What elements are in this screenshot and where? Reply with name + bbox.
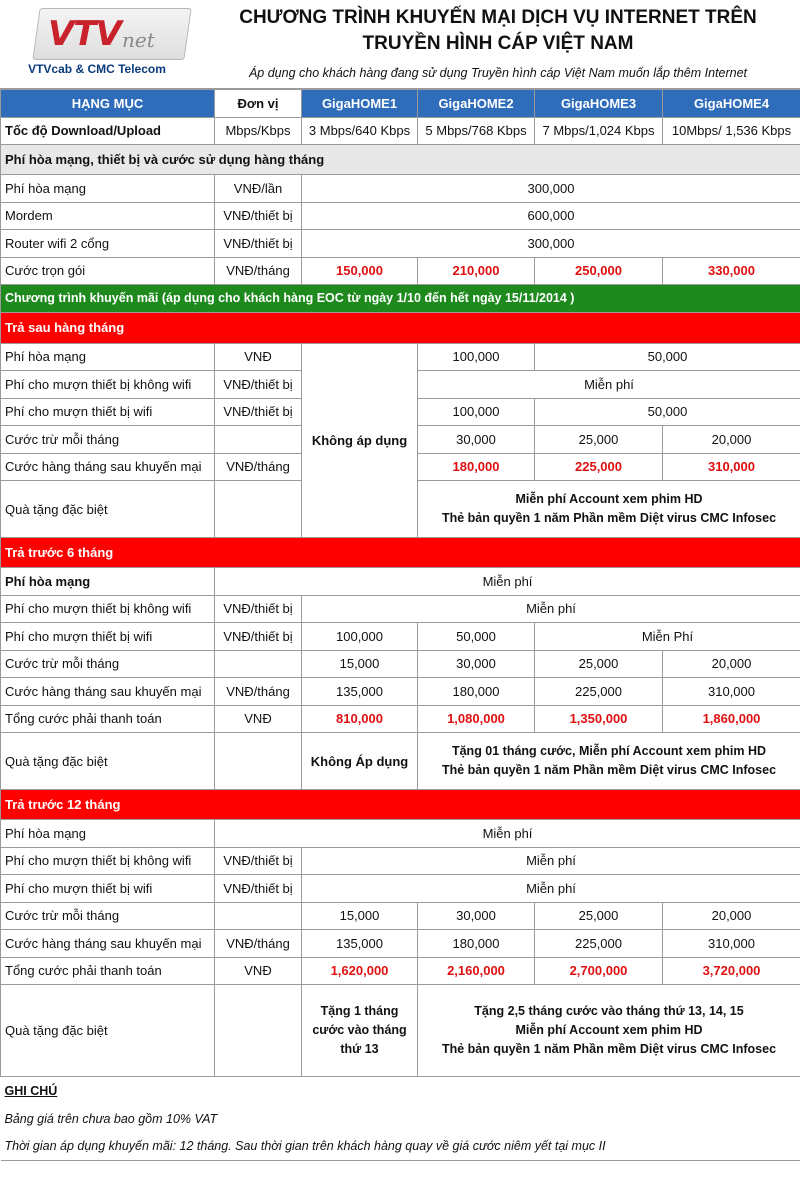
fee-label: Mordem bbox=[1, 202, 215, 230]
table-row bbox=[1, 847, 800, 875]
vtvnet-logo bbox=[4, 4, 190, 80]
fee-value: 300,000 bbox=[302, 230, 800, 258]
row-unit: VNĐ/thiết bị bbox=[215, 595, 302, 623]
row-label: Phí cho mượn thiết bị không wifi bbox=[1, 847, 215, 875]
six-deduct-gigahome2: 30,000 bbox=[418, 650, 535, 678]
row-label: Cước hàng tháng sau khuyến mại bbox=[1, 678, 215, 706]
six-after-promo-gigahome3: 225,000 bbox=[535, 678, 663, 706]
six-after-promo-gigahome4: 310,000 bbox=[663, 678, 800, 706]
row-unit: VNĐ bbox=[215, 957, 302, 985]
logo-vtv-text: VTV bbox=[48, 14, 121, 54]
six-deduct-gigahome4: 20,000 bbox=[663, 650, 800, 678]
row-label: Tổng cước phải thanh toán bbox=[1, 957, 215, 985]
pricing-table bbox=[0, 89, 800, 1161]
table-row bbox=[1, 595, 800, 623]
row-unit: VNĐ/thiết bị bbox=[215, 623, 302, 651]
six-gift-gigahome1: Không Áp dụng bbox=[302, 733, 418, 790]
page-header bbox=[0, 0, 800, 89]
six-deduct-gigahome1: 15,000 bbox=[302, 650, 418, 678]
package-label: Cước trọn gói bbox=[1, 257, 215, 285]
title-line-2: TRUYỀN HÌNH CÁP VIỆT NAM bbox=[362, 33, 634, 54]
six-total-gigahome4: 1,860,000 bbox=[663, 705, 800, 733]
six-device-wifi-gigahome1: 100,000 bbox=[302, 623, 418, 651]
monthly-section-title: Trả sau hàng tháng bbox=[1, 312, 800, 343]
monthly-connect-gigahome34: 50,000 bbox=[535, 343, 800, 371]
twelve-total-gigahome2: 2,160,000 bbox=[418, 957, 535, 985]
table-row bbox=[1, 678, 800, 706]
twelve-total-gigahome4: 3,720,000 bbox=[663, 957, 800, 985]
six-month-section-row bbox=[1, 538, 800, 568]
table-row bbox=[1, 902, 800, 930]
note-duration: Thời gian áp dụng khuyến mãi: 12 tháng. Sau thời gian trên khách hàng quay về giá cước niêm yết tại mục II bbox=[1, 1133, 800, 1161]
row-unit: VNĐ/tháng bbox=[215, 930, 302, 958]
fees-section-title: Phí hòa mạng, thiết bị và cước sử dụng hàng tháng bbox=[1, 145, 800, 175]
notes-row-1 bbox=[1, 1105, 800, 1133]
six-device-wifi-gigahome2: 50,000 bbox=[418, 623, 535, 651]
row-unit bbox=[215, 902, 302, 930]
twelve-gift-line-3: Thẻ bản quyền 1 năm Phần mềm Diệt virus CMC Infosec bbox=[441, 1042, 777, 1056]
title-line-1: CHƯƠNG TRÌNH KHUYẾN MẠI DỊCH VỤ INTERNET TRÊN bbox=[239, 7, 757, 28]
twelve-deduct-gigahome3: 25,000 bbox=[535, 902, 663, 930]
six-device-wifi-gigahome34: Miễn Phí bbox=[535, 623, 800, 651]
speed-row bbox=[1, 117, 800, 145]
six-gift bbox=[418, 733, 800, 790]
monthly-section-row bbox=[1, 312, 800, 343]
table-row bbox=[1, 930, 800, 958]
twelve-month-section-row bbox=[1, 790, 800, 820]
row-unit: VNĐ/thiết bị bbox=[215, 371, 302, 399]
twelve-month-section-title: Trả trước 12 tháng bbox=[1, 790, 800, 820]
monthly-gift bbox=[418, 481, 800, 538]
row-label: Cước trừ mỗi tháng bbox=[1, 426, 215, 454]
promo-banner: Chương trình khuyến mãi (áp dụng cho khách hàng EOC từ ngày 1/10 đến hết ngày 15/11/2014 ) bbox=[1, 285, 800, 313]
table-row bbox=[1, 733, 800, 790]
row-label: Phí hòa mạng bbox=[1, 343, 215, 371]
twelve-after-promo-gigahome3: 225,000 bbox=[535, 930, 663, 958]
package-gigahome3: 250,000 bbox=[535, 257, 663, 285]
six-connect-value: Miễn phí bbox=[215, 568, 800, 596]
row-label: Phí cho mượn thiết bị không wifi bbox=[1, 371, 215, 399]
row-unit bbox=[215, 650, 302, 678]
fee-unit: VNĐ/thiết bị bbox=[215, 202, 302, 230]
row-unit bbox=[215, 733, 302, 790]
table-row bbox=[1, 202, 800, 230]
row-unit: VNĐ/thiết bị bbox=[215, 847, 302, 875]
row-unit: VNĐ bbox=[215, 343, 302, 371]
notes-title: GHI CHÚ bbox=[4, 1083, 58, 1098]
logo-net-text: net bbox=[122, 28, 155, 52]
twelve-gift-line-2: Miễn phí Account xem phim HD bbox=[515, 1023, 703, 1037]
row-unit: VNĐ/tháng bbox=[215, 453, 302, 481]
table-row bbox=[1, 568, 800, 596]
monthly-gift-line-2: Thẻ bản quyền 1 năm Phần mềm Diệt virus CMC Infosec bbox=[441, 511, 777, 525]
fee-unit: VNĐ/thiết bị bbox=[215, 230, 302, 258]
monthly-connect-gigahome2: 100,000 bbox=[418, 343, 535, 371]
notes-title-row bbox=[1, 1077, 800, 1105]
row-label: Cước hàng tháng sau khuyến mại bbox=[1, 453, 215, 481]
twelve-connect-value: Miễn phí bbox=[215, 820, 800, 848]
col-gigahome2-header: GigaHOME2 bbox=[418, 90, 535, 118]
speed-gigahome3: 7 Mbps/1,024 Kbps bbox=[535, 117, 663, 145]
row-label: Phí cho mượn thiết bị wifi bbox=[1, 875, 215, 903]
fee-unit: VNĐ/lần bbox=[215, 175, 302, 203]
row-label: Phí cho mượn thiết bị wifi bbox=[1, 623, 215, 651]
logo-subtitle: VTVcab & CMC Telecom bbox=[28, 62, 166, 76]
six-gift-line-1: Tặng 01 tháng cước, Miễn phí Account xem phim HD bbox=[451, 744, 767, 758]
twelve-gift-g1-line-2: cước vào tháng bbox=[312, 1023, 407, 1037]
fee-label: Phí hòa mạng bbox=[1, 175, 215, 203]
row-label: Tổng cước phải thanh toán bbox=[1, 705, 215, 733]
note-vat: Bảng giá trên chưa bao gồm 10% VAT bbox=[4, 1111, 218, 1126]
monthly-gift-line-1: Miễn phí Account xem phim HD bbox=[515, 492, 703, 506]
six-total-gigahome3: 1,350,000 bbox=[535, 705, 663, 733]
twelve-total-gigahome3: 2,700,000 bbox=[535, 957, 663, 985]
monthly-after-promo-gigahome4: 310,000 bbox=[663, 453, 800, 481]
twelve-gift-g1-line-3: thứ 13 bbox=[340, 1042, 379, 1056]
speed-gigahome2: 5 Mbps/768 Kbps bbox=[418, 117, 535, 145]
six-after-promo-gigahome2: 180,000 bbox=[418, 678, 535, 706]
row-label: Phí hòa mạng bbox=[1, 820, 215, 848]
row-label: Quà tặng đặc biệt bbox=[1, 481, 215, 538]
row-label: Quà tặng đặc biệt bbox=[1, 733, 215, 790]
six-gift-line-2: Thẻ bản quyền 1 năm Phần mềm Diệt virus CMC Infosec bbox=[441, 763, 777, 777]
twelve-device-wifi-value: Miễn phí bbox=[302, 875, 800, 903]
table-row bbox=[1, 230, 800, 258]
twelve-gift-g1-line-1: Tặng 1 tháng bbox=[320, 1004, 399, 1018]
monthly-device-nowifi-value: Miễn phí bbox=[418, 371, 800, 399]
row-unit: VNĐ/thiết bị bbox=[215, 875, 302, 903]
speed-gigahome4: 10Mbps/ 1,536 Kbps bbox=[663, 117, 800, 145]
notes-row-2 bbox=[1, 1133, 800, 1161]
promo-banner-row bbox=[1, 285, 800, 313]
page-title bbox=[198, 5, 798, 57]
speed-unit: Mbps/Kbps bbox=[215, 117, 302, 145]
table-row bbox=[1, 650, 800, 678]
twelve-after-promo-gigahome1: 135,000 bbox=[302, 930, 418, 958]
col-item-header: HẠNG MỤC bbox=[1, 90, 215, 118]
row-label: Phí hòa mạng bbox=[1, 568, 215, 596]
col-gigahome3-header: GigaHOME3 bbox=[535, 90, 663, 118]
monthly-not-applied: Không áp dụng bbox=[302, 343, 418, 538]
speed-gigahome1: 3 Mbps/640 Kbps bbox=[302, 117, 418, 145]
six-total-gigahome2: 1,080,000 bbox=[418, 705, 535, 733]
twelve-gift bbox=[418, 985, 800, 1077]
monthly-deduct-gigahome3: 25,000 bbox=[535, 426, 663, 454]
six-deduct-gigahome3: 25,000 bbox=[535, 650, 663, 678]
row-unit bbox=[215, 426, 302, 454]
package-unit: VNĐ/tháng bbox=[215, 257, 302, 285]
monthly-device-wifi-gigahome34: 50,000 bbox=[535, 398, 800, 426]
table-row bbox=[1, 175, 800, 203]
six-month-section-title: Trả trước 6 tháng bbox=[1, 538, 800, 568]
row-label: Phí cho mượn thiết bị không wifi bbox=[1, 595, 215, 623]
row-label: Cước trừ mỗi tháng bbox=[1, 902, 215, 930]
fee-value: 600,000 bbox=[302, 202, 800, 230]
row-unit bbox=[215, 481, 302, 538]
row-unit: VNĐ/tháng bbox=[215, 678, 302, 706]
twelve-device-nowifi-value: Miễn phí bbox=[302, 847, 800, 875]
package-gigahome4: 330,000 bbox=[663, 257, 800, 285]
table-row bbox=[1, 623, 800, 651]
fee-label: Router wifi 2 cổng bbox=[1, 230, 215, 258]
monthly-deduct-gigahome2: 30,000 bbox=[418, 426, 535, 454]
package-gigahome1: 150,000 bbox=[302, 257, 418, 285]
six-after-promo-gigahome1: 135,000 bbox=[302, 678, 418, 706]
twelve-gift-gigahome1 bbox=[302, 985, 418, 1077]
twelve-deduct-gigahome1: 15,000 bbox=[302, 902, 418, 930]
twelve-gift-line-1: Tặng 2,5 tháng cước vào tháng thứ 13, 14, 15 bbox=[474, 1004, 744, 1018]
row-unit: VNĐ/thiết bị bbox=[215, 398, 302, 426]
monthly-device-wifi-gigahome2: 100,000 bbox=[418, 398, 535, 426]
row-label: Cước trừ mỗi tháng bbox=[1, 650, 215, 678]
row-label: Phí cho mượn thiết bị wifi bbox=[1, 398, 215, 426]
six-total-gigahome1: 810,000 bbox=[302, 705, 418, 733]
row-label: Quà tặng đặc biệt bbox=[1, 985, 215, 1077]
monthly-after-promo-gigahome2: 180,000 bbox=[418, 453, 535, 481]
col-gigahome1-header: GigaHOME1 bbox=[302, 90, 418, 118]
twelve-deduct-gigahome4: 20,000 bbox=[663, 902, 800, 930]
package-row bbox=[1, 257, 800, 285]
col-gigahome4-header: GigaHOME4 bbox=[663, 90, 800, 118]
monthly-deduct-gigahome4: 20,000 bbox=[663, 426, 800, 454]
monthly-after-promo-gigahome3: 225,000 bbox=[535, 453, 663, 481]
table-row bbox=[1, 875, 800, 903]
package-gigahome2: 210,000 bbox=[418, 257, 535, 285]
fees-section-row bbox=[1, 145, 800, 175]
page-subtitle: Áp dụng cho khách hàng đang sử dụng Truyền hình cáp Việt Nam muốn lắp thêm Internet bbox=[248, 66, 748, 80]
table-row bbox=[1, 985, 800, 1077]
twelve-total-gigahome1: 1,620,000 bbox=[302, 957, 418, 985]
table-header-row bbox=[1, 90, 800, 118]
speed-label: Tốc độ Download/Upload bbox=[1, 117, 215, 145]
twelve-after-promo-gigahome4: 310,000 bbox=[663, 930, 800, 958]
twelve-after-promo-gigahome2: 180,000 bbox=[418, 930, 535, 958]
six-device-nowifi-value: Miễn phí bbox=[302, 595, 800, 623]
table-row bbox=[1, 705, 800, 733]
table-row bbox=[1, 820, 800, 848]
table-row bbox=[1, 343, 800, 371]
col-unit-header: Đơn vị bbox=[215, 90, 302, 118]
row-unit bbox=[215, 985, 302, 1077]
table-row bbox=[1, 957, 800, 985]
fee-value: 300,000 bbox=[302, 175, 800, 203]
twelve-deduct-gigahome2: 30,000 bbox=[418, 902, 535, 930]
row-label: Cước hàng tháng sau khuyến mại bbox=[1, 930, 215, 958]
row-unit: VNĐ bbox=[215, 705, 302, 733]
